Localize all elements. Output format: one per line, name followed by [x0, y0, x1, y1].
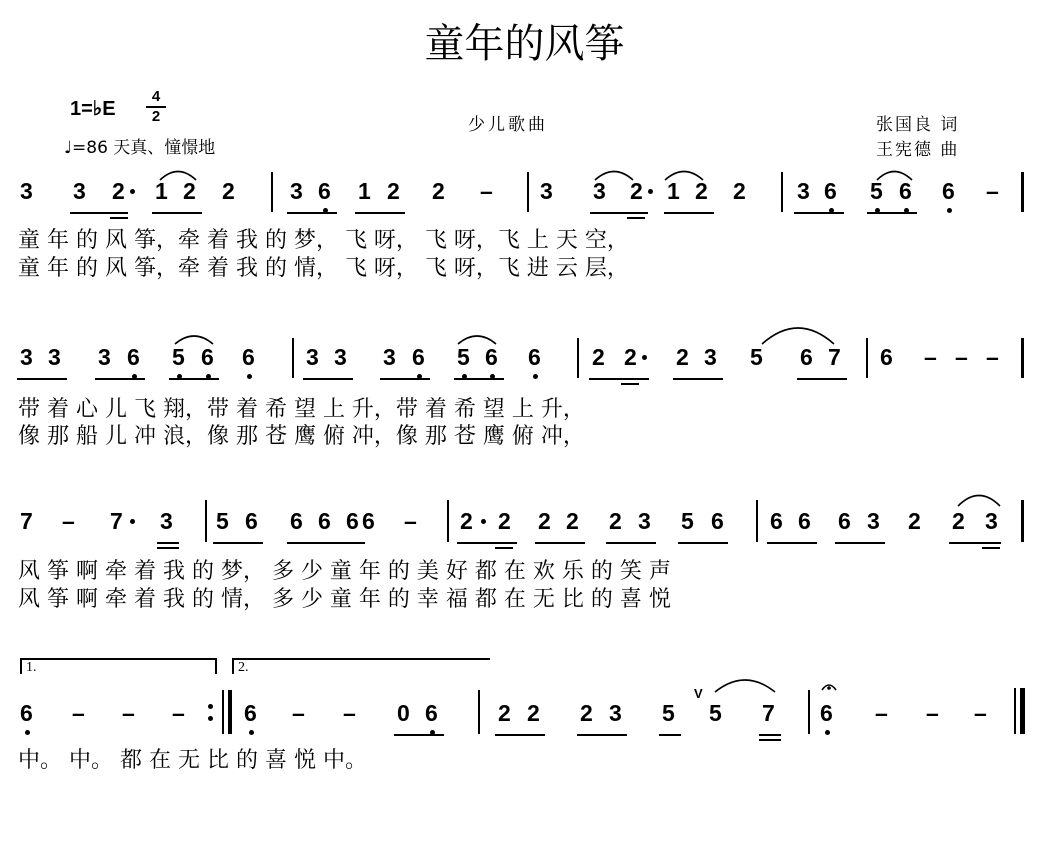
slur — [595, 172, 633, 181]
note: 6 — [838, 508, 851, 534]
note: 2 — [566, 508, 579, 534]
time-signature-bottom: 2 — [151, 108, 161, 125]
note: 3 — [290, 178, 303, 204]
note: 3 — [20, 344, 33, 370]
note: 6 — [201, 344, 214, 370]
note: 3 — [48, 344, 61, 370]
note: 7 — [828, 344, 841, 370]
note: 6 — [800, 344, 813, 370]
lyric-row3-verse1: 风 筝 啊 牵 着 我 的 梦， 多 少 童 年 的 美 好 都 在 欢 乐 的 笑 声 — [18, 559, 671, 584]
note: – — [875, 700, 888, 726]
note: 1 — [155, 178, 168, 204]
note: – — [122, 700, 135, 726]
note: 3 — [540, 178, 553, 204]
note: 2 — [952, 508, 965, 534]
slur — [958, 496, 1000, 507]
note: 6 — [412, 344, 425, 370]
note: 2 — [630, 178, 643, 204]
note: 2 — [580, 700, 593, 726]
slur — [877, 172, 912, 181]
note: 5 — [870, 178, 883, 204]
volta1-label: 1. — [26, 660, 37, 675]
note: 3 — [20, 178, 33, 204]
note: 3 — [638, 508, 651, 534]
note: – — [926, 700, 939, 726]
note: 3 — [73, 178, 86, 204]
note: 7 — [20, 508, 33, 534]
note: 6 — [942, 178, 955, 204]
note: – — [404, 508, 417, 534]
note: 6 — [346, 508, 359, 534]
note: 2 — [624, 344, 637, 370]
note: 6 — [245, 508, 258, 534]
note: 1 — [667, 178, 680, 204]
time-signature-top: 4 — [151, 88, 161, 105]
note: 3 — [306, 344, 319, 370]
slur — [175, 336, 213, 344]
lyric-row2-verse2: 像 那 船 儿 冲 浪，像 那 苍 鹰 俯 冲，像 那 苍 鹰 俯 冲， — [18, 424, 585, 449]
genre-label: 少儿歌曲 — [468, 115, 548, 135]
note: 6 — [770, 508, 783, 534]
note: 3 — [609, 700, 622, 726]
lyric-row4: 中。 中。 都 在 无 比 的 喜 悦 中。 — [18, 748, 367, 773]
note: 2 — [592, 344, 605, 370]
note: – — [172, 700, 185, 726]
note: 5 — [709, 700, 722, 726]
note: 2 — [609, 508, 622, 534]
note: – — [986, 178, 999, 204]
lyric-row2-verse1: 带 着 心 儿 飞 翔，带 着 希 望 上 升，带 着 希 望 上 升， — [18, 397, 585, 422]
note: 3 — [797, 178, 810, 204]
note: – — [924, 344, 937, 370]
note: 6 — [820, 700, 833, 726]
note: 3 — [704, 344, 717, 370]
note: 6 — [711, 508, 724, 534]
note: 6 — [880, 344, 893, 370]
note: – — [62, 508, 75, 534]
slur — [458, 336, 496, 344]
lyric-row1-verse1: 童 年 的 风 筝，牵 着 我 的 梦， 飞 呀， 飞 呀，飞 上 天 空， — [18, 228, 629, 253]
tempo-marking: ♩=86 天真、憧憬地 — [64, 138, 216, 158]
breath-mark: V — [694, 686, 703, 701]
note: 3 — [160, 508, 173, 534]
note: 6 — [528, 344, 541, 370]
note: 5 — [662, 700, 675, 726]
note: – — [292, 700, 305, 726]
lyric-row3-verse2: 风 筝 啊 牵 着 我 的 情， 多 少 童 年 的 幸 福 都 在 无 比 的 喜 悦 — [18, 587, 671, 612]
note: 2 — [498, 700, 511, 726]
note: – — [480, 178, 493, 204]
slur — [665, 172, 703, 181]
note: – — [986, 344, 999, 370]
note: 6 — [242, 344, 255, 370]
note: 2 — [676, 344, 689, 370]
song-title: 童年的风筝 — [424, 21, 625, 67]
note: 3 — [383, 344, 396, 370]
note: 2 — [908, 508, 921, 534]
key-signature: 1=♭E — [70, 98, 116, 120]
note: 2 — [460, 508, 473, 534]
lyricist-credit: 张国良 词 — [876, 115, 960, 135]
note: 2 — [498, 508, 511, 534]
note: 6 — [244, 700, 257, 726]
note: 5 — [681, 508, 694, 534]
note: 7 — [110, 508, 123, 534]
note: 6 — [127, 344, 140, 370]
note: 5 — [216, 508, 229, 534]
note: – — [343, 700, 356, 726]
note: 2 — [527, 700, 540, 726]
note: – — [974, 700, 987, 726]
note: 7 — [762, 700, 775, 726]
note: 6 — [362, 508, 375, 534]
note: 1 — [358, 178, 371, 204]
note: 3 — [985, 508, 998, 534]
slur — [715, 680, 775, 692]
composer-credit: 王宪德 曲 — [876, 140, 960, 160]
note: 6 — [20, 700, 33, 726]
note: 3 — [593, 178, 606, 204]
note: 3 — [334, 344, 347, 370]
note: 5 — [457, 344, 470, 370]
slur — [762, 328, 834, 344]
note: 2 — [538, 508, 551, 534]
note: 6 — [798, 508, 811, 534]
fermata-dot — [827, 686, 831, 690]
note: 2 — [695, 178, 708, 204]
note: 6 — [425, 700, 438, 726]
note: 3 — [98, 344, 111, 370]
note: 0 — [397, 700, 410, 726]
note: 5 — [172, 344, 185, 370]
note: 6 — [485, 344, 498, 370]
slur — [160, 172, 196, 181]
note: – — [955, 344, 968, 370]
note: 2 — [222, 178, 235, 204]
note: 2 — [183, 178, 196, 204]
note: – — [72, 700, 85, 726]
note: 3 — [867, 508, 880, 534]
lyric-row1-verse2: 童 年 的 风 筝，牵 着 我 的 情， 飞 呀， 飞 呀，飞 进 云 层， — [18, 256, 629, 281]
note: 6 — [824, 178, 837, 204]
note: 6 — [899, 178, 912, 204]
volta2-label: 2. — [238, 660, 249, 675]
note: 5 — [750, 344, 763, 370]
note: 6 — [318, 178, 331, 204]
note: 6 — [290, 508, 303, 534]
note: 2 — [733, 178, 746, 204]
note: 6 — [318, 508, 331, 534]
note: 2 — [432, 178, 445, 204]
note: 2 — [112, 178, 125, 204]
note: 2 — [387, 178, 400, 204]
